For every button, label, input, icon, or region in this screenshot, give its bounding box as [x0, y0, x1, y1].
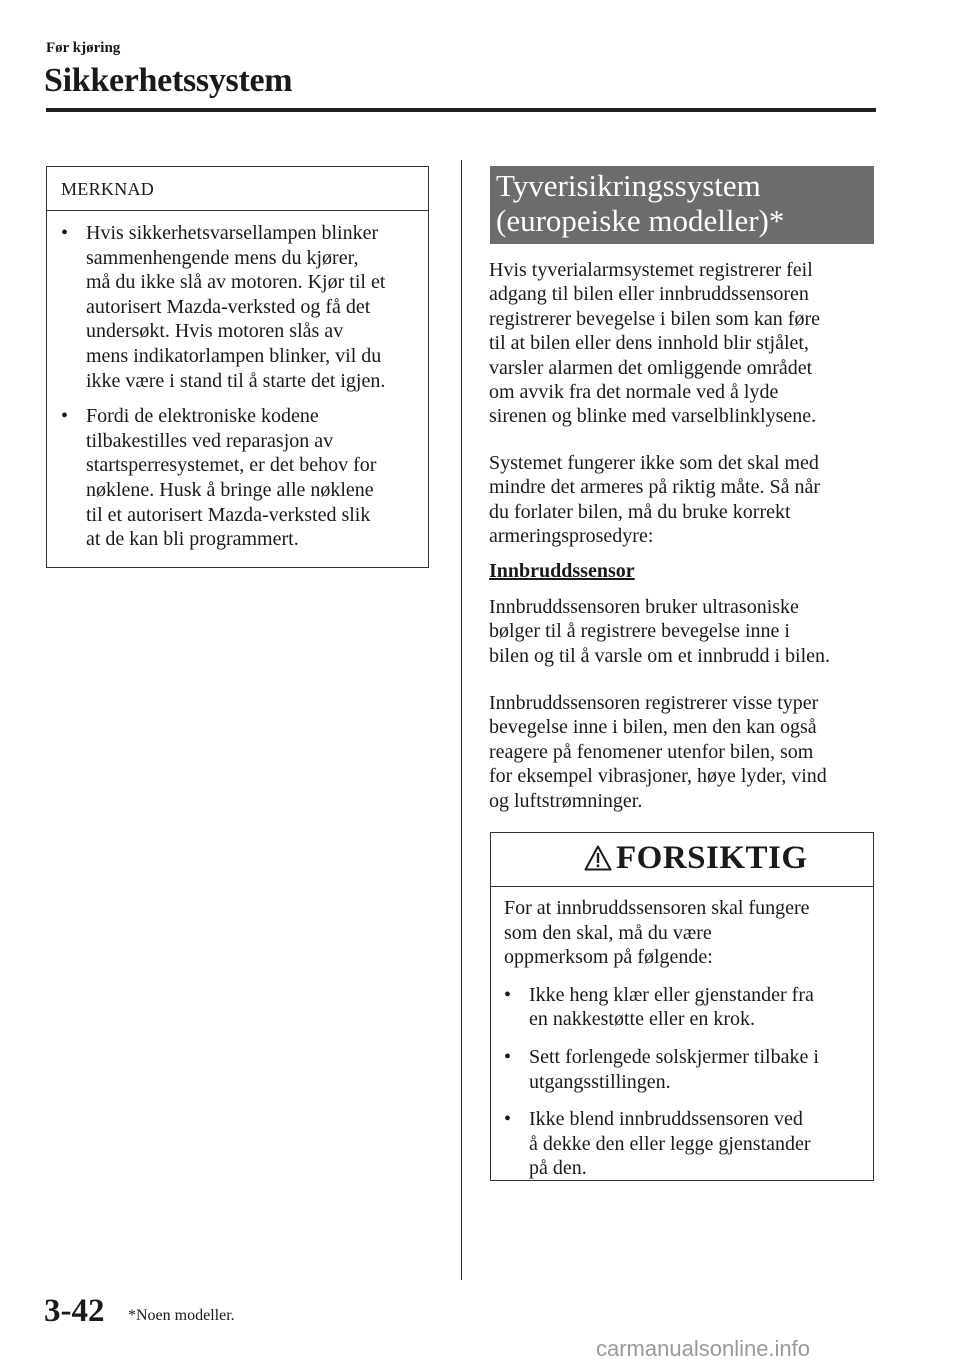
text-line: registrerer bevegelse i bilen som kan føre: [489, 307, 820, 330]
caution-title: FORSIKTIG: [616, 840, 808, 876]
column-divider: [461, 160, 462, 1280]
text-line: Ikke heng klær eller gjenstander fra: [529, 983, 814, 1006]
text-line: nøklene. Husk å bringe alle nøklene: [86, 478, 374, 501]
header-rule: [46, 108, 876, 112]
text-line: bilen og til å varsle om et innbrudd i bilen.: [489, 644, 831, 667]
text-line: en nakkestøtte eller en krok.: [529, 1008, 756, 1031]
text-line: Innbruddssensoren bruker ultrasoniske: [489, 596, 799, 618]
text-line: sirenen og blinke med varselblinklysene.: [489, 405, 817, 428]
watermark: carmanualsonline.info: [596, 1336, 811, 1361]
bullet-dot-icon: •: [504, 983, 512, 1006]
text-line: reagere på fenomener utenfor bilen, som: [489, 740, 814, 763]
text-line: autorisert Mazda-verksted og få det: [86, 295, 371, 318]
note-bullet-list: [61, 221, 418, 563]
text-line: oppmerksom på følgende:: [504, 946, 713, 969]
text-line: mens indikatorlampen blinker, vil du: [86, 344, 382, 367]
text-line: for eksempel vibrasjoner, høye lyder, vind: [489, 765, 827, 788]
text-line: til at bilen eller dens innhold blir stjålet,: [489, 332, 809, 355]
text-line: du forlater bilen, må du bruke korrekt: [489, 500, 791, 523]
caution-box: [490, 832, 874, 1181]
bullet-dot-icon: •: [504, 1108, 512, 1131]
text-line: Ikke blend innbruddssensoren ved: [529, 1108, 803, 1131]
caution-header: [491, 833, 873, 887]
text-line: startsperresystemet, er det behov for: [86, 454, 377, 477]
caution-body: [504, 896, 861, 1194]
note-bullet: [61, 221, 418, 393]
text-line: Hvis tyverialarmsystemet registrerer feil: [489, 259, 813, 281]
text-line: om avvik fra det normale ved å lyde: [489, 381, 779, 404]
page-title: Sikkerhetssystem: [44, 62, 293, 99]
text-line: Innbruddssensoren registrerer visse typer: [489, 692, 819, 714]
warning-triangle-icon: [584, 845, 612, 871]
caution-bullet: [504, 1045, 861, 1094]
bullet-dot-icon: •: [61, 405, 69, 428]
text-line: å dekke den eller legge gjenstander: [529, 1132, 811, 1155]
paragraph-sensor-detail: [489, 691, 875, 813]
section-heading-line: Tyverisikringssystem: [496, 168, 761, 203]
text-line: og luftstrømninger.: [489, 789, 643, 812]
note-bullet: [61, 404, 418, 552]
text-line: som den skal, må du være: [504, 921, 712, 944]
text-line: bølger til å registrere bevegelse inne i: [489, 620, 790, 643]
text-line: må du ikke slå av motoren. Kjør til et: [86, 271, 386, 294]
bullet-dot-icon: •: [61, 222, 69, 244]
page-number: 3-42: [44, 1293, 105, 1329]
section-heading-line: (europeiske modeller)*: [496, 203, 785, 238]
section-heading-banner: [490, 166, 874, 244]
text-line: tilbakestilles ved reparasjon av: [86, 429, 334, 452]
text-line: mindre det armeres på riktig måte. Så når: [489, 476, 820, 499]
subheading: Innbruddssensor: [489, 560, 635, 582]
caution-intro: [504, 896, 861, 970]
text-line: For at innbruddssensoren skal fungere: [504, 897, 810, 919]
paragraph-intro: [489, 258, 875, 429]
text-line: sammenhengende mens du kjører,: [86, 246, 359, 269]
paragraph-arming: [489, 451, 875, 549]
section-label: Før kjøring: [46, 40, 121, 56]
text-line: Systemet fungerer ikke som det skal med: [489, 452, 819, 474]
text-line: varsler alarmen det omliggende området: [489, 356, 813, 379]
text-line: bevegelse inne i bilen, men den kan også: [489, 716, 817, 739]
text-line: til et autorisert Mazda-verksted slik: [86, 503, 371, 526]
text-line: ikke være i stand til å starte det igjen.: [86, 369, 386, 392]
note-box: [46, 166, 429, 568]
paragraph-sensor: [489, 595, 875, 668]
text-line: Sett forlengede solskjermer tilbake i: [529, 1045, 819, 1068]
text-line: at de kan bli programmert.: [86, 528, 299, 551]
note-title: MERKNAD: [61, 179, 155, 199]
footnote: *Noen modeller.: [128, 1307, 235, 1324]
text-line: utgangsstillingen.: [529, 1070, 671, 1093]
text-line: Fordi de elektroniske kodene: [86, 405, 319, 428]
caution-bullet: [504, 1107, 861, 1181]
note-header: [47, 167, 428, 211]
text-line: armeringsprosedyre:: [489, 525, 654, 548]
text-line: adgang til bilen eller innbruddssensoren: [489, 283, 809, 306]
text-line: undersøkt. Hvis motoren slås av: [86, 320, 344, 343]
text-line: på den.: [529, 1157, 587, 1180]
bullet-dot-icon: •: [504, 1045, 512, 1068]
caution-bullet: [504, 983, 861, 1032]
text-line: Hvis sikkerhetsvarsellampen blinker: [86, 222, 379, 244]
